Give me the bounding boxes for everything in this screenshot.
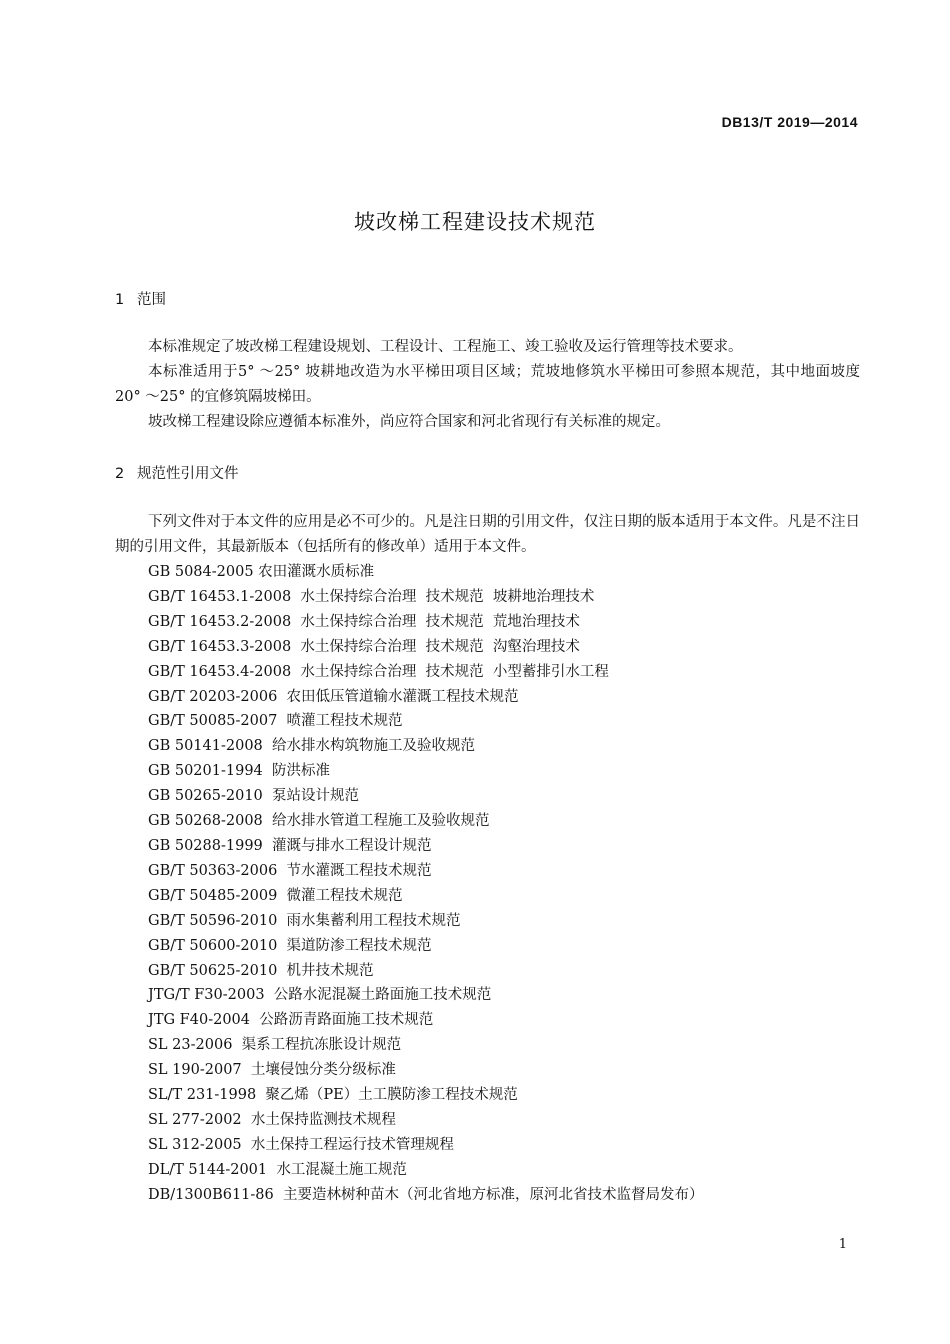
section-1-number: 1 [115,292,125,308]
reference-item: DB/1300B611-86 主要造林树种苗木（河北省地方标准，原河北省技术监督局发布） [148,1186,704,1203]
reference-item: GB/T 16453.1-2008 水土保持综合治理 技术规范 坡耕地治理技术 [148,588,595,605]
reference-item: GB 5084-2005 农田灌溉水质标准 [148,564,375,580]
section-2-number: 2 [115,466,125,482]
section-2-heading [115,462,239,483]
reference-item: GB 50141-2008 给水排水构筑物施工及验收规范 [148,738,475,755]
document-code: DB13/T 2019—2014 [721,114,858,130]
scope-paragraph: 坡改梯工程建设除应遵循本标准外，尚应符合国家和河北省现行有关标准的规定。 [148,414,670,430]
references-intro-paragraph: 下列文件对于本文件的应用是必不可少的。凡是注日期的引用文件，仅注日期的版本适用于本文件。凡是不注日期的引用文件，其最新版本（包括所有的修改单）适用于本文件。 [115,514,860,555]
reference-item: GB 50288-1999 灌溉与排水工程设计规范 [148,837,432,854]
reference-item: SL 312-2005 水土保持工程运行技术管理规程 [148,1136,454,1153]
section-1-heading [115,288,166,309]
reference-item: SL 190-2007 土壤侵蚀分类分级标准 [148,1062,396,1079]
reference-item: GB 50265-2010 泵站设计规范 [148,788,359,805]
reference-item: GB/T 50596-2010 雨水集蓄利用工程技术规范 [148,912,461,929]
reference-item: GB/T 50485-2009 微灌工程技术规范 [148,887,403,904]
reference-item: GB/T 50625-2010 机井技术规范 [148,962,374,979]
scope-paragraph: 本标准适用于5° ～25° 坡耕地改造为水平梯田项目区域；荒坡地修筑水平梯田可参照本规范，其中地面坡度20° ～25° 的宜修筑隔坡梯田。 [115,364,860,405]
reference-item: GB 50268-2008 给水排水管道工程施工及验收规范 [148,813,490,830]
reference-item: SL 277-2002 水土保持监测技术规程 [148,1111,396,1128]
document-title: 坡改梯工程建设技术规范 [354,210,596,234]
page-number: 1 [838,1237,847,1252]
reference-item: GB/T 16453.4-2008 水土保持综合治理 技术规范 小型蓄排引水工程 [148,663,609,680]
reference-item: GB/T 50363-2006 节水灌溉工程技术规范 [148,862,432,879]
reference-item: GB/T 50600-2010 渠道防渗工程技术规范 [148,937,432,954]
section-2-title: 规范性引用文件 [137,466,239,482]
section-2-intro [115,510,860,560]
scope-paragraph: 本标准规定了坡改梯工程建设规划、工程设计、工程施工、竣工验收及运行管理等技术要求。 [148,339,743,355]
reference-item: SL 23-2006 渠系工程抗冻胀设计规范 [148,1037,402,1054]
reference-item: GB/T 50085-2007 喷灌工程技术规范 [148,713,403,730]
reference-item: GB 50201-1994 防洪标准 [148,763,330,780]
section-1-title: 范围 [137,292,166,308]
reference-item: GB/T 16453.3-2008 水土保持综合治理 技术规范 沟壑治理技术 [148,638,580,655]
reference-item: GB/T 20203-2006 农田低压管道输水灌溉工程技术规范 [148,688,519,705]
section-1-body [115,335,860,435]
reference-item: SL/T 231-1998 聚乙烯（PE）土工膜防渗工程技术规范 [148,1087,518,1104]
reference-item: JTG F40-2004 公路沥青路面施工技术规范 [148,1012,434,1029]
reference-item: JTG/T F30-2003 公路水泥混凝土路面施工技术规范 [148,987,492,1004]
reference-item: DL/T 5144-2001 水工混凝土施工规范 [148,1161,407,1178]
reference-list [148,560,703,1208]
reference-item: GB/T 16453.2-2008 水土保持综合治理 技术规范 荒地治理技术 [148,613,580,630]
